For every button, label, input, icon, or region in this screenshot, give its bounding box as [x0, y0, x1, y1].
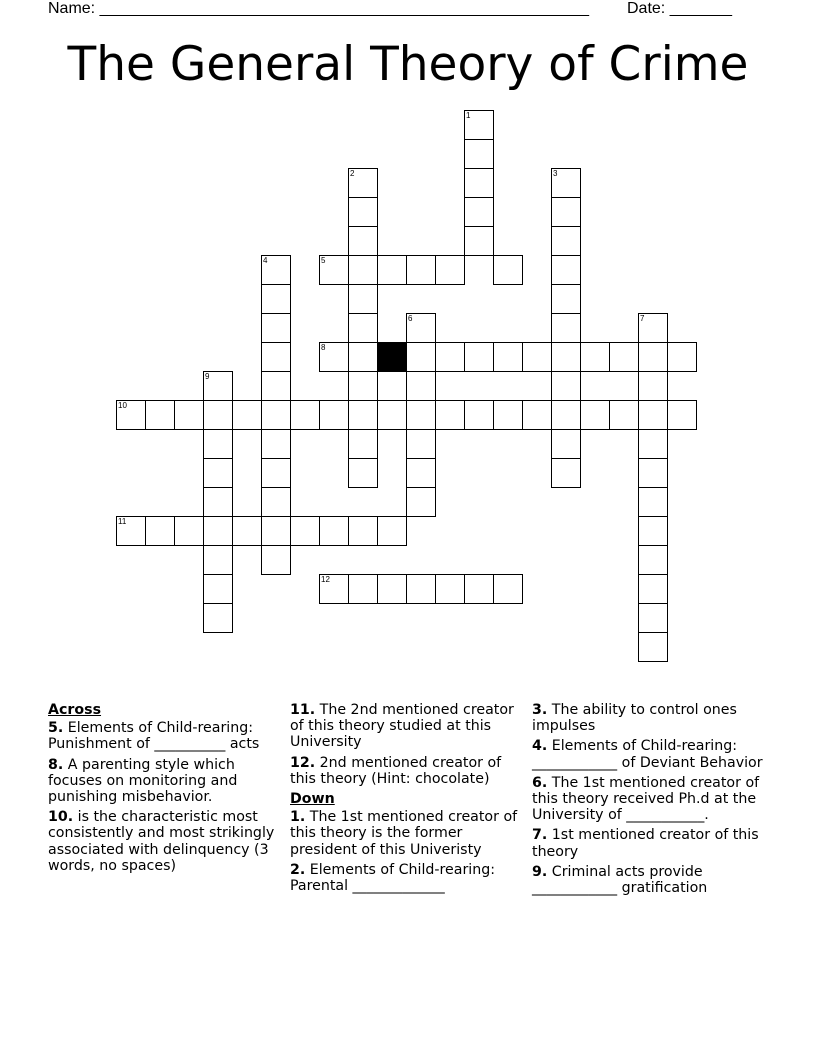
- grid-cell[interactable]: [464, 110, 494, 140]
- clue-number: 9: [205, 372, 210, 381]
- grid-cell[interactable]: [493, 342, 523, 372]
- grid-cell[interactable]: [493, 255, 523, 285]
- grid-cell[interactable]: [261, 313, 291, 343]
- grid-cell[interactable]: [522, 342, 552, 372]
- grid-cell[interactable]: [203, 429, 233, 459]
- grid-cell[interactable]: [174, 400, 204, 430]
- grid-cell[interactable]: [203, 371, 233, 401]
- grid-cell[interactable]: [261, 342, 291, 372]
- grid-cell[interactable]: [406, 458, 436, 488]
- clue-column-1: [48, 702, 280, 878]
- grid-cell[interactable]: [609, 400, 639, 430]
- grid-cell[interactable]: [406, 429, 436, 459]
- grid-cell[interactable]: [261, 458, 291, 488]
- clue-down-9: 9. Criminal acts provide ____________ gratification: [532, 863, 708, 897]
- clue-number: 12: [321, 575, 330, 584]
- clue-down-3: 3. The ability to control ones impulses: [532, 702, 737, 735]
- grid-cell[interactable]: [116, 516, 146, 546]
- grid-cell[interactable]: [261, 516, 291, 546]
- clue-number: 6: [408, 314, 413, 323]
- grid-cell[interactable]: [638, 632, 668, 662]
- grid-cell[interactable]: [638, 458, 668, 488]
- clue-number: 5: [321, 256, 326, 265]
- grid-cell[interactable]: [261, 429, 291, 459]
- clue-number: 7: [640, 314, 645, 323]
- clue-down-2: 2. Elements of Child-rearing: Parental _____________: [290, 861, 496, 895]
- grid-cell[interactable]: [580, 342, 610, 372]
- grid-cell[interactable]: [203, 545, 233, 575]
- grid-cell[interactable]: [377, 400, 407, 430]
- grid-cell[interactable]: [638, 342, 668, 372]
- name-field-label: Name: _______________________________________________________: [48, 0, 589, 17]
- grid-cell[interactable]: [348, 342, 378, 372]
- grid-cell[interactable]: [551, 342, 581, 372]
- grid-cell[interactable]: [551, 168, 581, 198]
- grid-cell[interactable]: [348, 255, 378, 285]
- grid-cell[interactable]: [638, 574, 668, 604]
- clue-down-4: 4. Elements of Child-rearing: ____________ of Deviant Behavior: [532, 738, 763, 771]
- grid-cell[interactable]: [406, 313, 436, 343]
- grid-cell[interactable]: [261, 284, 291, 314]
- grid-cell[interactable]: [203, 516, 233, 546]
- grid-cell[interactable]: [203, 574, 233, 604]
- grid-cell[interactable]: [406, 574, 436, 604]
- clue-down-7: 7. 1st mentioned creator of this theory: [532, 827, 759, 860]
- grid-cell[interactable]: [377, 516, 407, 546]
- grid-cell[interactable]: [435, 400, 465, 430]
- grid-cell[interactable]: [551, 313, 581, 343]
- grid-cell[interactable]: [203, 400, 233, 430]
- grid-cell[interactable]: [261, 545, 291, 575]
- grid-cell[interactable]: [551, 197, 581, 227]
- across-heading: Across: [48, 702, 102, 718]
- grid-cell[interactable]: [377, 255, 407, 285]
- grid-cell[interactable]: [435, 574, 465, 604]
- grid-cell[interactable]: [261, 400, 291, 430]
- grid-cell[interactable]: [638, 313, 668, 343]
- grid-cell[interactable]: [406, 371, 436, 401]
- grid-cell[interactable]: [464, 574, 494, 604]
- grid-cell[interactable]: [348, 429, 378, 459]
- grid-cell[interactable]: [551, 255, 581, 285]
- grid-cell[interactable]: [551, 400, 581, 430]
- grid-cell[interactable]: [203, 458, 233, 488]
- grid-cell[interactable]: [290, 516, 320, 546]
- clue-number: 4: [263, 256, 268, 265]
- grid-cell[interactable]: [667, 400, 697, 430]
- grid-cell[interactable]: [174, 516, 204, 546]
- grid-cell[interactable]: [232, 400, 262, 430]
- grid-cell[interactable]: [232, 516, 262, 546]
- grid-cell[interactable]: [580, 400, 610, 430]
- grid-cell[interactable]: [464, 139, 494, 169]
- grid-cell[interactable]: [406, 342, 436, 372]
- clue-down-1: 1. The 1st mentioned creator of this theory is the former president of this Univeristy: [290, 809, 518, 858]
- grid-cell[interactable]: [145, 516, 175, 546]
- clue-across-8: 8. A parenting style which focuses on monitoring and punishing misbehavior.: [48, 756, 238, 806]
- grid-cell[interactable]: [464, 197, 494, 227]
- grid-cell[interactable]: [493, 400, 523, 430]
- grid-cell[interactable]: [551, 371, 581, 401]
- grid-cell[interactable]: [145, 400, 175, 430]
- grid-cell[interactable]: [319, 574, 349, 604]
- down-heading: Down: [290, 791, 335, 808]
- clue-column-2: [290, 702, 522, 898]
- grid-cell[interactable]: [290, 400, 320, 430]
- grid-cell[interactable]: [348, 313, 378, 343]
- grid-cell[interactable]: [638, 400, 668, 430]
- grid-cell[interactable]: [464, 226, 494, 256]
- grid-cell[interactable]: [638, 487, 668, 517]
- grid-cell[interactable]: [406, 487, 436, 517]
- grid-cell[interactable]: [522, 400, 552, 430]
- grid-cell[interactable]: [116, 400, 146, 430]
- grid-cell[interactable]: [464, 342, 494, 372]
- grid-cell[interactable]: [551, 429, 581, 459]
- grid-cell[interactable]: [638, 516, 668, 546]
- grid-cell[interactable]: [348, 197, 378, 227]
- grid-cell[interactable]: [638, 371, 668, 401]
- grid-cell[interactable]: [551, 226, 581, 256]
- grid-cell[interactable]: [551, 284, 581, 314]
- grid-cell[interactable]: [348, 284, 378, 314]
- grid-cell[interactable]: [638, 545, 668, 575]
- grid-cell[interactable]: [348, 516, 378, 546]
- grid-cell[interactable]: [464, 168, 494, 198]
- grid-cell[interactable]: [464, 400, 494, 430]
- clue-number: 11: [118, 517, 127, 526]
- grid-cell[interactable]: [638, 429, 668, 459]
- clue-across-5: 5. Elements of Child-rearing: Punishment of __________ acts: [48, 720, 260, 753]
- grid-cell[interactable]: [348, 168, 378, 198]
- grid-cell[interactable]: [203, 603, 233, 633]
- clue-across-11: 11. The 2nd mentioned creator of this theory studied at this University: [290, 702, 514, 751]
- grid-cell[interactable]: [435, 342, 465, 372]
- grid-cell[interactable]: [348, 371, 378, 401]
- grid-cell[interactable]: [319, 400, 349, 430]
- clue-number: 8: [321, 343, 326, 352]
- grid-cell[interactable]: [609, 342, 639, 372]
- clue-down-6: 6. The 1st mentioned creator of this theory received Ph.d at the University of ___________.: [532, 774, 760, 824]
- page-title: The General Theory of Crime: [67, 37, 749, 92]
- grid-cell[interactable]: [667, 342, 697, 372]
- date-field-label: Date: _______: [627, 0, 732, 17]
- clue-column-3: [532, 702, 764, 900]
- grid-cell[interactable]: [348, 458, 378, 488]
- grid-cell[interactable]: [406, 255, 436, 285]
- grid-cell[interactable]: [348, 400, 378, 430]
- clue-across-12: 12. 2nd mentioned creator of this theory (Hint: chocolate): [290, 754, 502, 787]
- grid-cell[interactable]: [261, 371, 291, 401]
- grid-cell[interactable]: [319, 342, 349, 372]
- grid-cell[interactable]: [551, 458, 581, 488]
- clue-number: 1: [466, 111, 471, 120]
- grid-cell[interactable]: [261, 487, 291, 517]
- grid-cell[interactable]: [377, 574, 407, 604]
- clue-number: 2: [350, 169, 355, 178]
- grid-cell[interactable]: [406, 400, 436, 430]
- grid-cell[interactable]: [435, 255, 465, 285]
- clue-number: 3: [553, 169, 558, 178]
- grid-cell[interactable]: [261, 255, 291, 285]
- grid-cell[interactable]: [638, 603, 668, 633]
- grid-cell[interactable]: [348, 226, 378, 256]
- grid-cell[interactable]: [203, 487, 233, 517]
- grid-cell[interactable]: [348, 574, 378, 604]
- grid-cell[interactable]: [319, 516, 349, 546]
- grid-cell[interactable]: [319, 255, 349, 285]
- clue-number: 10: [118, 401, 127, 410]
- clue-across-10: 10. is the characteristic most consistently and most strikingly associated with delinquency (3 words, no spaces): [48, 809, 275, 874]
- grid-cell[interactable]: [493, 574, 523, 604]
- grid-block: [377, 342, 407, 372]
